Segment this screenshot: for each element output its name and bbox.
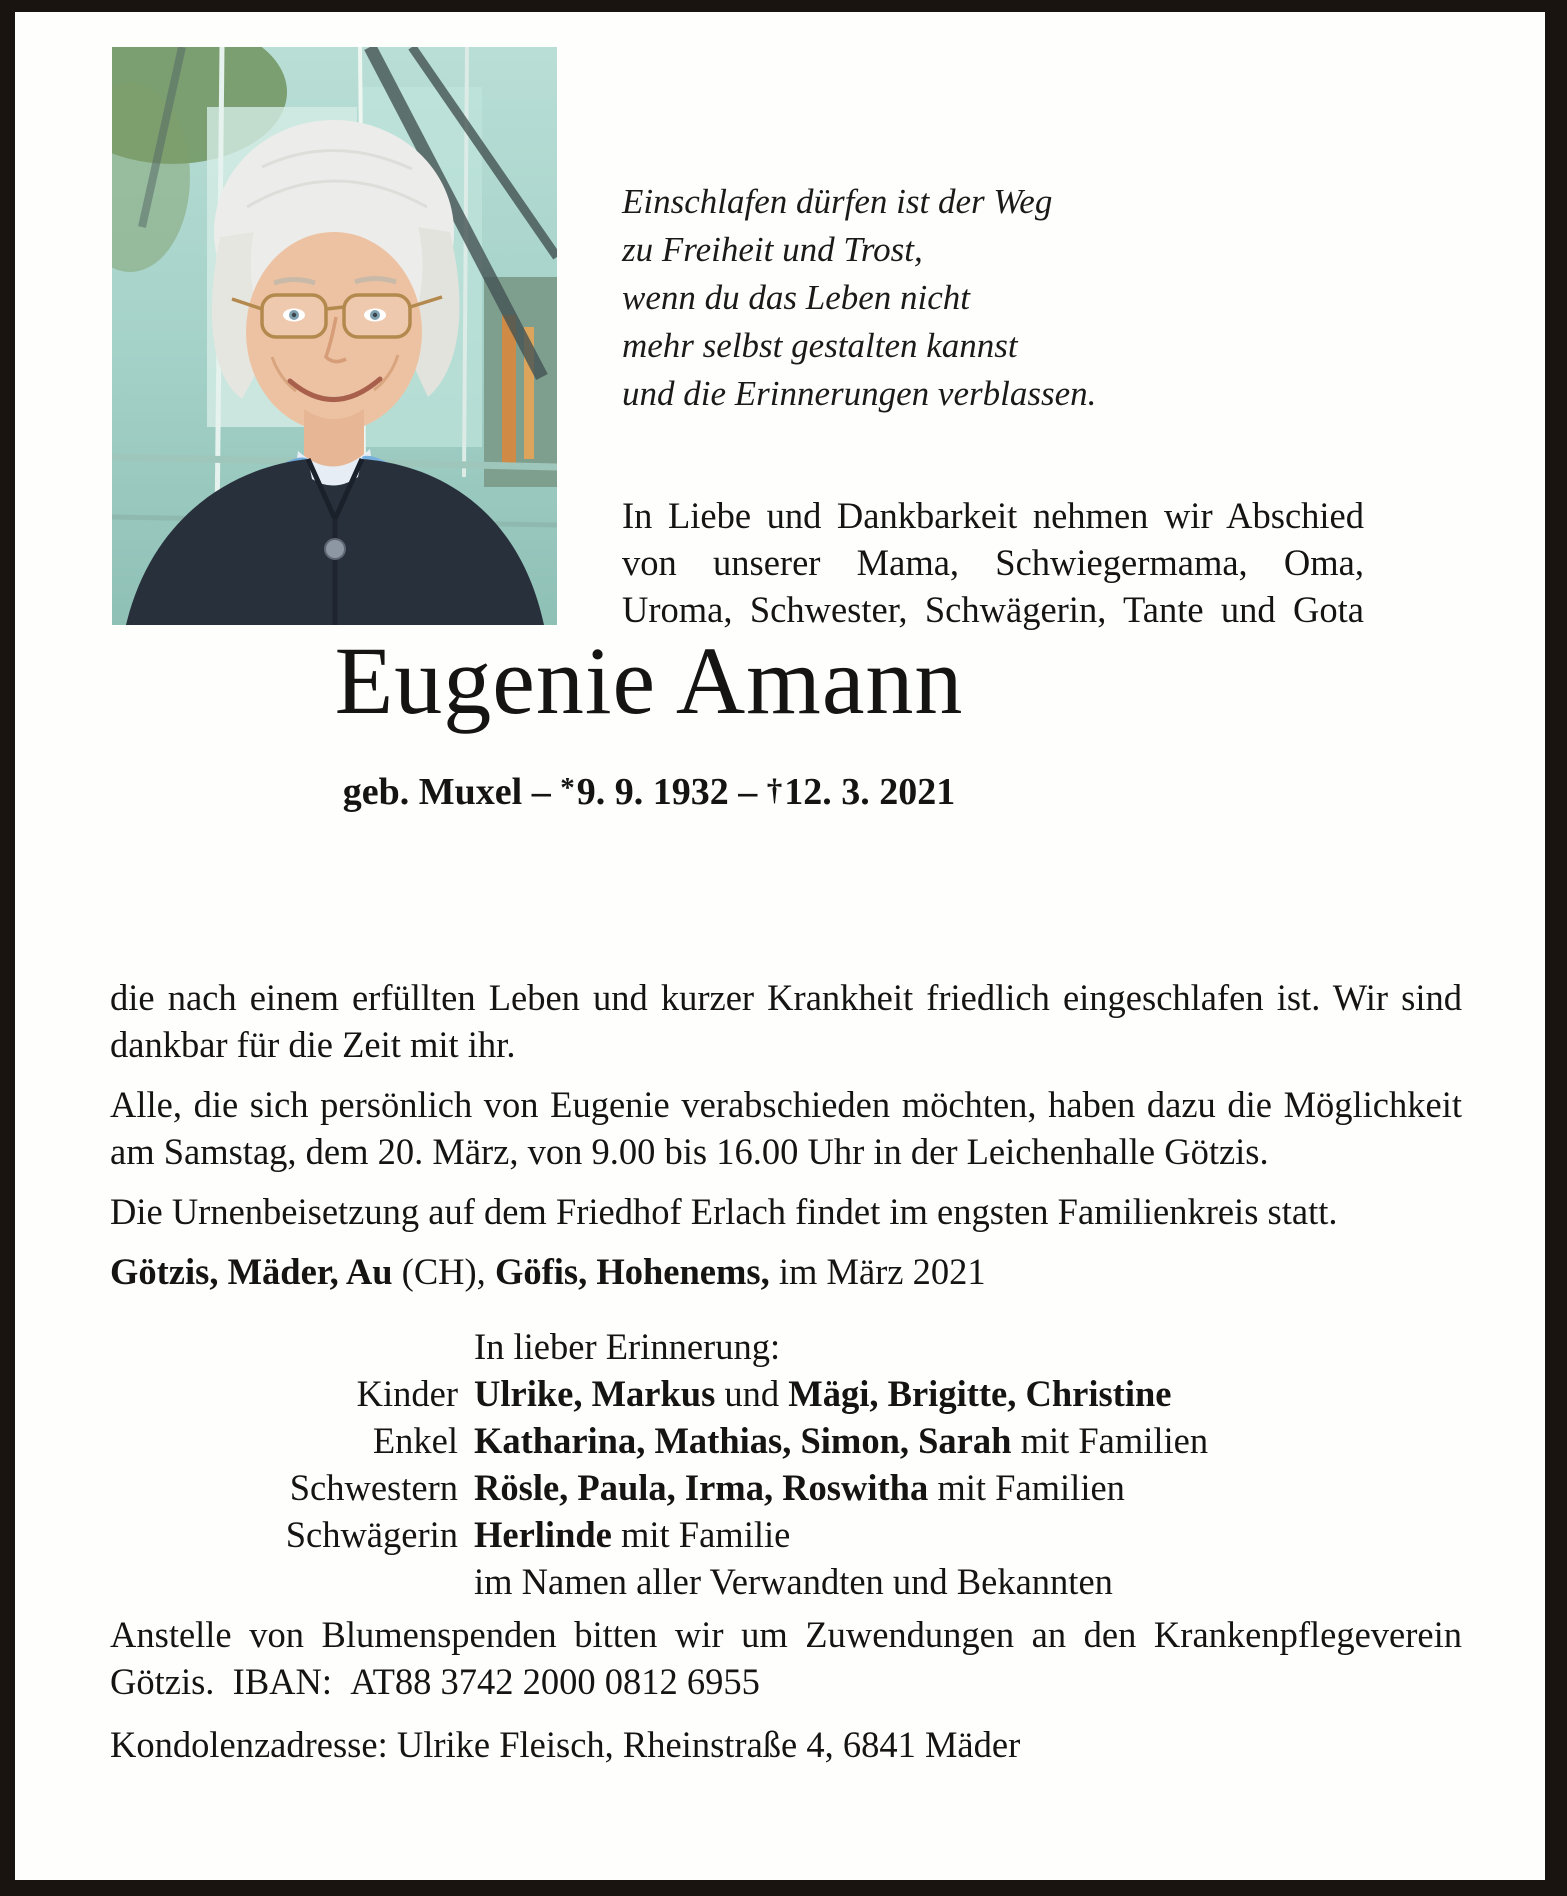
obituary-sheet xyxy=(15,12,1545,1880)
poem-line: zu Freiheit und Trost, xyxy=(622,230,923,269)
remembrance-list xyxy=(110,1323,1462,1605)
donation-note: Anstelle von Blumenspenden bitten wir um Zuwendungen an den Krankenpflegeverein Götzis. IBAN: AT88 3742 2000 0812 6955 xyxy=(110,1614,1462,1702)
relation-names: Katharina, Mathias, Simon, Sarah mit Familien xyxy=(474,1420,1209,1461)
relation-label xyxy=(110,1558,458,1605)
condolence-address: Kondolenzadresse: Ulrike Fleisch, Rheinstraße 4, 6841 Mäder xyxy=(110,1724,1021,1765)
portrait-illustration xyxy=(112,47,557,625)
died-dagger-icon: † xyxy=(766,772,783,807)
relation-names: Herlinde mit Familie xyxy=(474,1514,791,1555)
born-star-icon: * xyxy=(560,772,575,804)
farewell-intro: In Liebe und Dankbarkeit nehmen wir Abschied von unserer Mama, Schwiegermama, Oma, Uroma, Schwester, Schwägerin, Tante und Gota xyxy=(622,495,1364,630)
portrait-photo xyxy=(112,47,557,625)
remembrance-heading: In lieber Erinnerung: xyxy=(474,1326,781,1367)
relation-label: Schwägerin xyxy=(285,1514,458,1555)
birth-death-line xyxy=(15,770,1283,814)
paragraph-viewing: Alle, die sich persönlich von Eugenie verabschieden möchten, haben dazu die Möglichkeit am Samstag, dem 20. März, von 9.00 bis 16.00 Uhr in der Leichenhalle Götzis. xyxy=(110,1084,1462,1172)
deceased-name-block xyxy=(15,628,1283,734)
relation-names: im Namen aller Verwandten und Bekannten xyxy=(474,1561,1113,1602)
relation-label: Schwestern xyxy=(289,1467,458,1508)
relation-label: Enkel xyxy=(372,1420,458,1461)
deceased-name: Eugenie Amann xyxy=(334,627,964,734)
relation-names: Rösle, Paula, Irma, Roswitha mit Familien xyxy=(474,1467,1125,1508)
maiden-name: geb. Muxel xyxy=(342,771,523,813)
place-date-line: Götzis, Mäder, Au (CH), Göfis, Hohenems, im März 2021 xyxy=(110,1251,986,1292)
birth-date: 9. 9. 1932 xyxy=(576,771,729,813)
relation-names: Ulrike, Markus und Mägi, Brigitte, Christine xyxy=(474,1373,1172,1414)
poem-line: wenn du das Leben nicht xyxy=(622,278,971,317)
relation-label: Kinder xyxy=(356,1373,458,1414)
dash: – xyxy=(738,771,758,813)
body-text xyxy=(110,974,1462,1768)
death-date: 12. 3. 2021 xyxy=(784,771,956,813)
poem-line: und die Erinnerungen verblassen. xyxy=(622,374,1097,413)
paragraph-passing: die nach einem erfüllten Leben und kurzer Krankheit friedlich eingeschlafen ist. Wir sind dankbar für die Zeit mit ihr. xyxy=(110,977,1462,1065)
paragraph-burial: Die Urnenbeisetzung auf dem Friedhof Erlach findet im engsten Familienkreis statt. xyxy=(110,1191,1338,1232)
poem-line: Einschlafen dürfen ist der Weg xyxy=(622,182,1053,221)
poem xyxy=(622,178,1202,418)
poem-line: mehr selbst gestalten kannst xyxy=(622,326,1018,365)
dash: – xyxy=(531,771,551,813)
